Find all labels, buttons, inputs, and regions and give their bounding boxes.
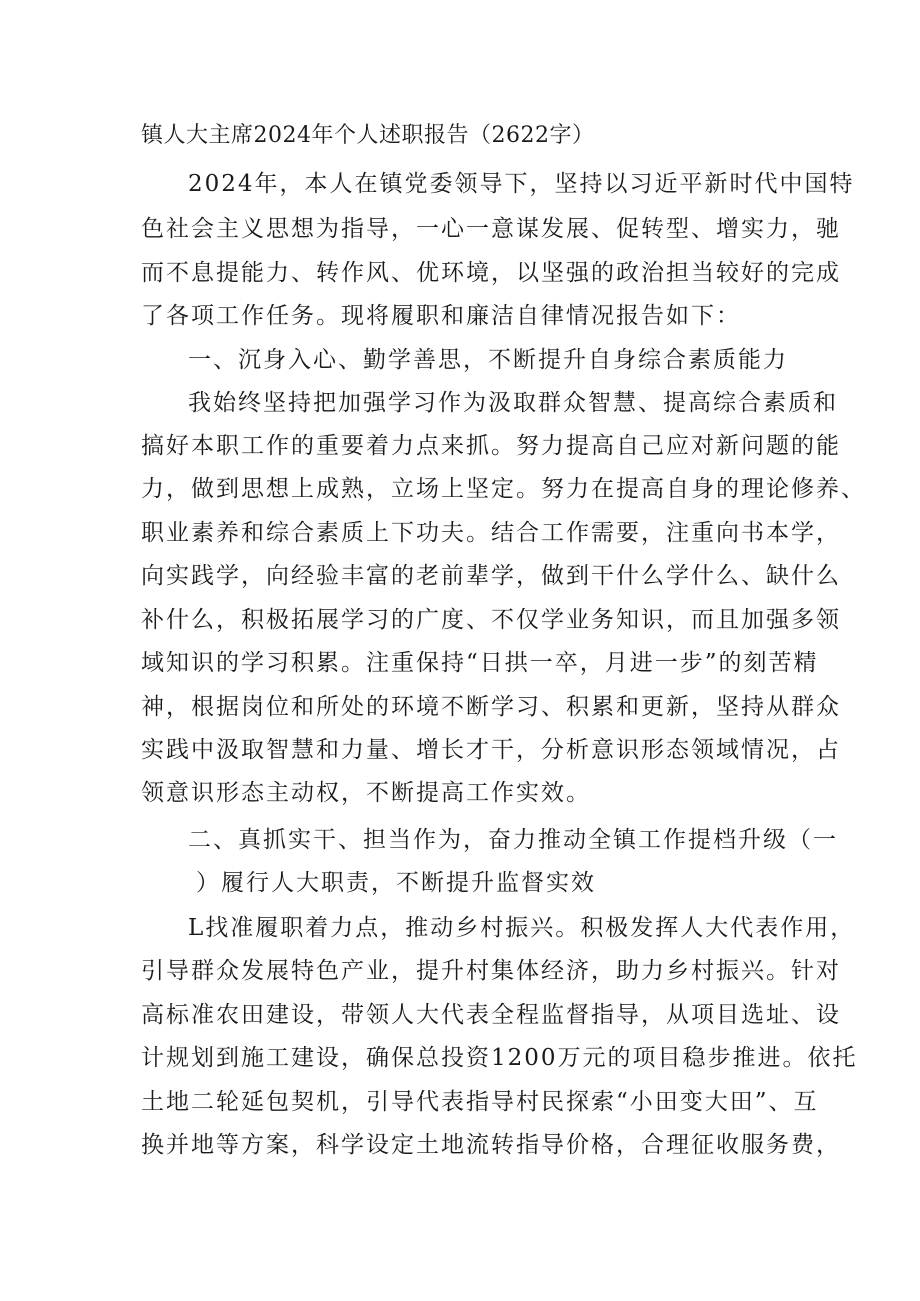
body-line: 引导群众发展特色产业，提升村集体经济，助力乡村振兴。针对	[141, 958, 841, 984]
body-line: 高标准农田建设，带领人大代表全程监督指导，从项目选址、设	[141, 1002, 841, 1028]
body-line: 域知识的学习积累。注重保持“日拱一卒，月进一步”的刻苦精	[141, 650, 819, 676]
body-line: 了各项工作任务。现将履职和廉洁自律情况报告如下：	[141, 303, 741, 329]
body-line: L找准履职着力点，推动乡村振兴。积极发挥人大代表作用，	[188, 915, 856, 941]
body-line: 向实践学，向经验丰富的老前辈学，做到干什么学什么、缺什么	[141, 563, 841, 589]
body-line: 而不息提能力、转作风、优环境，以坚强的政治担当较好的完成	[141, 260, 841, 286]
body-line: 计规划到施工建设，确保总投资1200万元的项目稳步推进。依托	[141, 1045, 858, 1071]
body-line: 实践中汲取智慧和力量、增长才干，分析意识形态领域情况，占	[141, 737, 841, 763]
body-line: 搞好本职工作的重要着力点来抓。努力提高自己应对新问题的能	[141, 433, 841, 459]
section-heading: 二、真抓实干、担当作为，奋力推动全镇工作提档升级（一	[188, 827, 838, 853]
body-line: 职业素养和综合素质上下功夫。结合工作需要，注重向书本学，	[141, 520, 841, 546]
document-title: 镇人大主席2024年个人述职报告（2622字）	[141, 123, 595, 148]
body-line: 力，做到思想上成熟，立场上坚定。努力在提高自身的理论修养、	[141, 476, 866, 502]
body-line: 领意识形态主动权，不断提高工作实效。	[141, 780, 591, 806]
body-line: 色社会主义思想为指导，一心一意谋发展、促转型、增实力，驰	[141, 216, 841, 242]
body-line: 补什么，积极拓展学习的广度、不仅学业务知识，而且加强多领	[141, 607, 841, 633]
subsection-heading: ）履行人大职责，不断提升监督实效	[196, 870, 596, 896]
body-line: 我始终坚持把加强学习作为汲取群众智慧、提高综合素质和	[188, 390, 838, 416]
body-line: 神，根据岗位和所处的环境不断学习、积累和更新，坚持从群众	[141, 694, 841, 720]
body-line: 2024年，本人在镇党委领导下，坚持以习近平新时代中国特	[188, 171, 855, 197]
body-line: 换并地等方案，科学设定土地流转指导价格，合理征收服务费，	[141, 1132, 841, 1158]
section-heading: 一、沉身入心、勤学善思，不断提升自身综合素质能力	[188, 347, 788, 373]
body-line: 土地二轮延包契机，引导代表指导村民探索“小田变大田”、互	[141, 1089, 819, 1115]
